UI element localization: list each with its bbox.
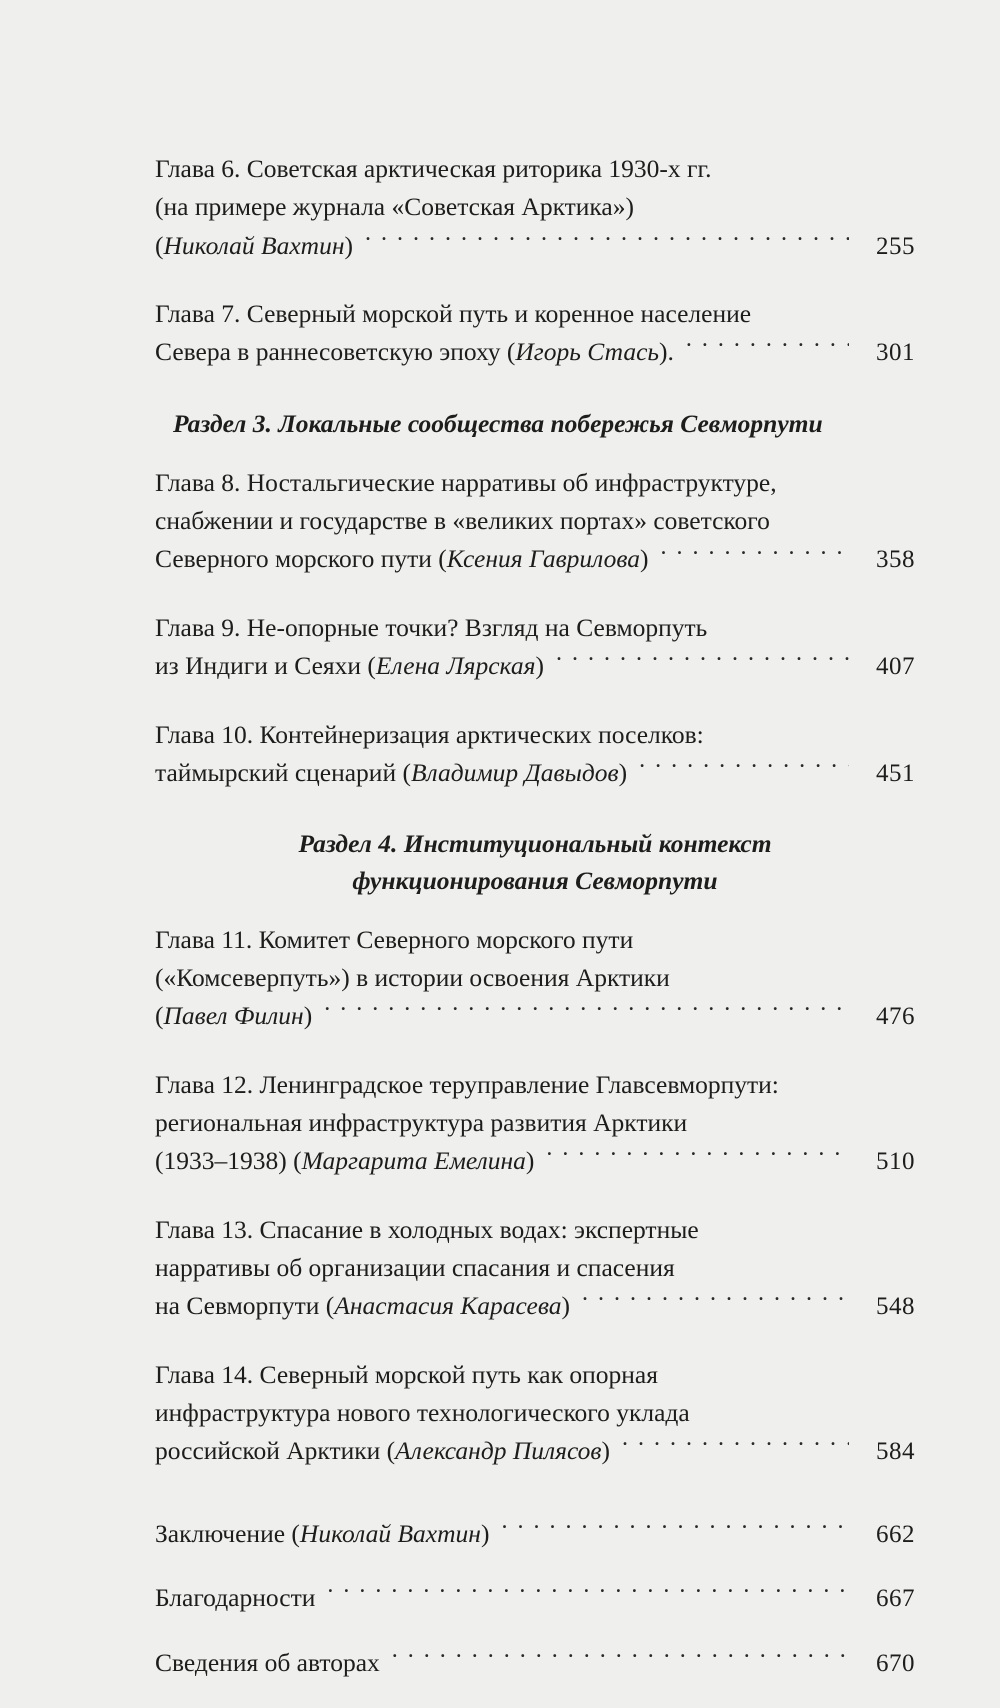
toc-page-number[interactable]: 510	[876, 1148, 915, 1176]
toc-entry-line: Глава 14. Северный морской путь как опорная	[155, 1359, 658, 1389]
toc-entry	[155, 295, 915, 372]
toc-section-heading-4	[155, 826, 915, 898]
toc-entry-last-line	[155, 333, 915, 372]
toc-entry	[155, 921, 915, 1036]
toc-entry	[155, 1515, 915, 1554]
toc-group-tail	[155, 1515, 915, 1683]
dot-leader	[546, 1144, 849, 1170]
toc-entry-prefix: (	[155, 1001, 164, 1031]
toc-section-heading-line: Раздел 3. Локальные сообщества побережья Севморпути	[173, 408, 823, 438]
toc-entry-prefix: Заключение (	[155, 1518, 300, 1548]
toc-entry-line: Глава 12. Ленинградское теруправление Главсевморпути:	[155, 1069, 779, 1099]
toc-entry-last-line	[155, 540, 915, 579]
toc-entry	[155, 464, 915, 579]
toc-section-heading-3	[155, 406, 915, 442]
toc-entry-author: Ксения Гаврилова	[446, 544, 640, 574]
toc-entry-suffix: )	[561, 1291, 570, 1321]
toc-content	[155, 150, 915, 1708]
toc-entry-author: Анастасия Карасева	[334, 1291, 562, 1321]
toc-entry-last-line	[155, 647, 915, 686]
toc-entry-last-line	[155, 1644, 915, 1683]
toc-entry-suffix: )	[601, 1436, 611, 1466]
toc-page-number[interactable]: 584	[876, 1438, 915, 1466]
dot-leader	[639, 755, 849, 781]
dot-leader	[622, 1434, 849, 1460]
toc-entry-prefix: российской Арктики (	[155, 1436, 396, 1466]
toc-page-number[interactable]: 358	[876, 546, 915, 574]
toc-entry-prefix: на Севморпути (	[155, 1291, 335, 1321]
toc-entry-author: Николай Вахтин	[299, 1518, 481, 1548]
toc-entry-last-line	[155, 1515, 915, 1554]
dot-leader	[392, 1645, 849, 1671]
toc-entry-line: региональная инфраструктура развития Арктики	[155, 1108, 688, 1138]
toc-page-number[interactable]: 407	[876, 653, 915, 681]
toc-entry-line: Глава 6. Советская арктическая риторика 1930-х гг.	[155, 154, 712, 183]
dot-leader	[556, 649, 849, 675]
toc-entry-author: Александр Пилясов	[395, 1436, 602, 1466]
toc-entry-last-line	[155, 997, 915, 1036]
toc-entry-author: Николай Вахтин	[163, 230, 345, 260]
toc-entry-suffix: ).	[659, 337, 674, 367]
toc-entry-suffix: )	[344, 230, 354, 260]
toc-entry-author: Павел Филин	[163, 1001, 304, 1031]
toc-entry-last-line	[155, 1579, 915, 1618]
toc-entry-line: Глава 13. Спасание в холодных водах: экспертные	[155, 1214, 699, 1244]
toc-page-number[interactable]: 667	[876, 1585, 915, 1613]
toc-entry-author: Владимир Давыдов	[410, 757, 619, 787]
toc-entry-line: нарративы об организации спасания и спасения	[155, 1253, 675, 1283]
toc-entry-last-line	[155, 1142, 915, 1181]
toc-entry-line: Глава 8. Ностальгические нарративы об инфраструктуре,	[155, 467, 777, 497]
toc-entry-last-line	[155, 754, 915, 793]
toc-entry	[155, 1066, 915, 1181]
toc-entry-author: Игорь Стась	[515, 337, 659, 367]
dot-leader	[686, 335, 849, 361]
toc-entry-line: инфраструктура нового технологического уклада	[155, 1398, 690, 1428]
toc-entry-last-line	[155, 1287, 915, 1326]
toc-entry-line: Глава 10. Контейнеризация арктических поселков:	[155, 719, 704, 749]
toc-entry	[155, 716, 915, 793]
toc-entry-prefix: Сведения об авторах	[155, 1647, 380, 1677]
toc-entry-line: Глава 7. Северный морской путь и коренное население	[155, 299, 752, 328]
toc-entry	[155, 1644, 915, 1683]
toc-group-section-3	[155, 464, 915, 793]
toc-entry-suffix: )	[640, 544, 649, 574]
dot-leader	[501, 1516, 849, 1542]
toc-entry	[155, 150, 915, 265]
toc-page-number[interactable]: 662	[876, 1520, 915, 1548]
toc-entry-suffix: )	[303, 1001, 313, 1031]
toc-page-number[interactable]: 255	[876, 232, 915, 260]
toc-entry	[155, 1211, 915, 1326]
toc-entry-author: Маргарита Емелина	[301, 1146, 526, 1176]
toc-entry-line: Глава 11. Комитет Северного морского пути	[155, 924, 634, 954]
toc-entry-prefix: (1933–1938) (	[155, 1146, 302, 1176]
toc-page-number[interactable]: 476	[876, 1003, 915, 1031]
toc-page-number[interactable]: 451	[876, 759, 915, 787]
dot-leader	[365, 228, 849, 254]
toc-entry-line: («Комсеверпуть») в истории освоения Арктики	[155, 963, 670, 993]
toc-entry-suffix: )	[525, 1146, 535, 1176]
toc-entry-prefix: Севера в раннесоветскую эпоху (	[155, 337, 516, 367]
toc-entry-last-line	[155, 1432, 915, 1471]
toc-page-number[interactable]: 301	[876, 339, 915, 367]
toc-entry-line: (на примере журнала «Советская Арктика»)	[155, 192, 634, 222]
toc-section-heading-line: Раздел 4. Институциональный контекст	[298, 829, 772, 859]
dot-leader	[582, 1289, 849, 1315]
toc-entry	[155, 1579, 915, 1618]
toc-entry-line: снабжении и государстве в «великих портах» советского	[155, 506, 770, 536]
toc-entry-line: Глава 9. Не-опорные точки? Взгляд на Севморпуть	[155, 612, 708, 642]
toc-entry-prefix: из Индиги и Сеяхи (	[155, 651, 376, 681]
toc-group-pre	[155, 150, 915, 372]
toc-entry-suffix: )	[480, 1518, 490, 1548]
toc-entry-prefix: (	[155, 230, 164, 260]
toc-entry-author: Елена Лярская	[375, 651, 536, 681]
toc-entry	[155, 609, 915, 686]
dot-leader	[324, 999, 849, 1025]
toc-entry-prefix: Северного морского пути (	[155, 544, 447, 574]
toc-entry	[155, 1356, 915, 1471]
toc-entry-last-line	[155, 227, 915, 266]
toc-section-heading-line: функционирования Севморпути	[352, 865, 718, 895]
dot-leader	[327, 1581, 849, 1607]
toc-entry-suffix: )	[618, 757, 628, 787]
toc-entry-suffix: )	[535, 651, 544, 681]
toc-group-section-4	[155, 921, 915, 1471]
toc-entry-prefix: таймырский сценарий (	[155, 757, 411, 787]
toc-page-number[interactable]: 670	[876, 1649, 915, 1677]
dot-leader	[661, 542, 850, 568]
toc-page-number[interactable]: 548	[876, 1293, 915, 1321]
toc-entry-prefix: Благодарности	[155, 1583, 316, 1613]
